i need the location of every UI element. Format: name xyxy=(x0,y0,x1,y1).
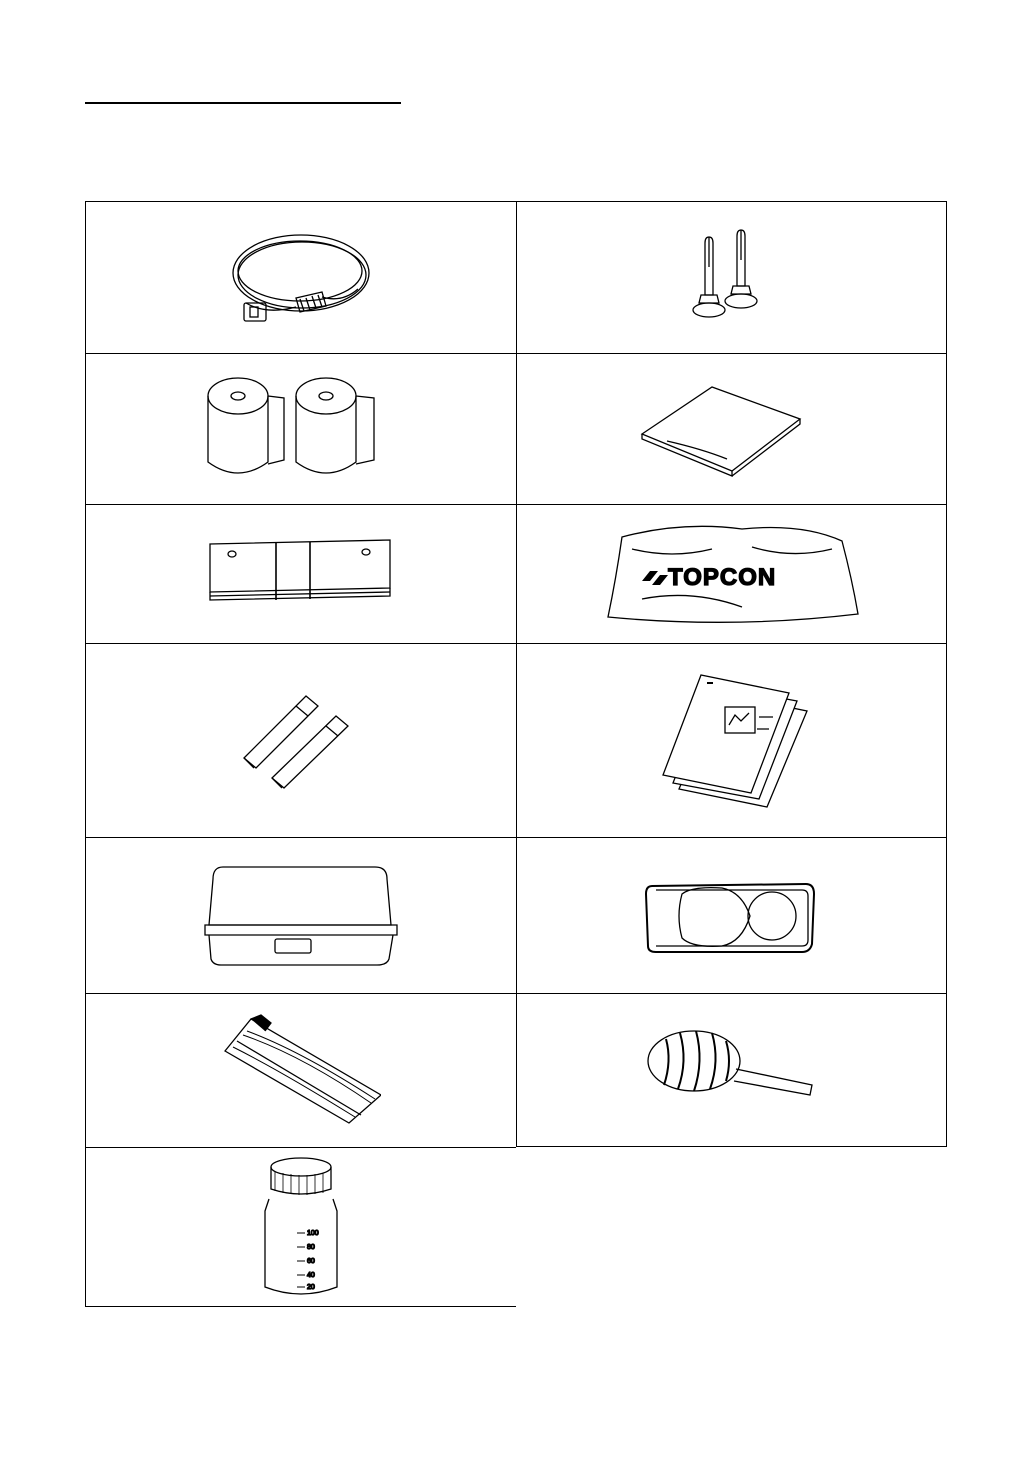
cell-folded-sheet xyxy=(516,353,947,504)
cell-manual xyxy=(516,643,947,837)
accessories-table xyxy=(85,201,947,1307)
occluder-icon xyxy=(642,876,822,956)
svg-text:80: 80 xyxy=(307,1243,315,1251)
title-underline xyxy=(85,102,401,104)
paper-roll-icon xyxy=(206,374,396,484)
cell-bottle xyxy=(85,1147,516,1307)
folded-sheet-icon xyxy=(632,379,832,479)
fuse-icon xyxy=(236,686,366,796)
power-cord-icon xyxy=(226,223,376,333)
cell-fuses xyxy=(85,643,516,837)
blower-icon xyxy=(642,1025,822,1115)
paper-stack-icon xyxy=(206,534,396,614)
cell-paper-rolls xyxy=(85,353,516,504)
pin-icon xyxy=(677,228,787,328)
topcon-logo xyxy=(642,564,776,591)
cell-cloth xyxy=(85,993,516,1147)
svg-text:20: 20 xyxy=(307,1283,315,1291)
dust-cover-icon xyxy=(602,519,862,629)
cell-pins xyxy=(516,201,947,353)
cell-dust-cover xyxy=(516,504,947,643)
svg-text:60: 60 xyxy=(307,1257,315,1265)
case-icon xyxy=(201,861,401,971)
cell-case xyxy=(85,837,516,993)
scale-marks xyxy=(297,1230,319,1291)
cloth-icon xyxy=(221,1011,381,1131)
bottle-icon xyxy=(251,1155,351,1300)
cell-blower xyxy=(516,993,947,1147)
manual-icon xyxy=(647,671,817,811)
cell-power-cord xyxy=(85,201,516,353)
cell-paper-stack xyxy=(85,504,516,643)
cell-occluder xyxy=(516,837,947,993)
svg-text:40: 40 xyxy=(307,1271,315,1279)
svg-text:100: 100 xyxy=(307,1229,319,1237)
svg-text:TOPCON: TOPCON xyxy=(667,564,776,591)
